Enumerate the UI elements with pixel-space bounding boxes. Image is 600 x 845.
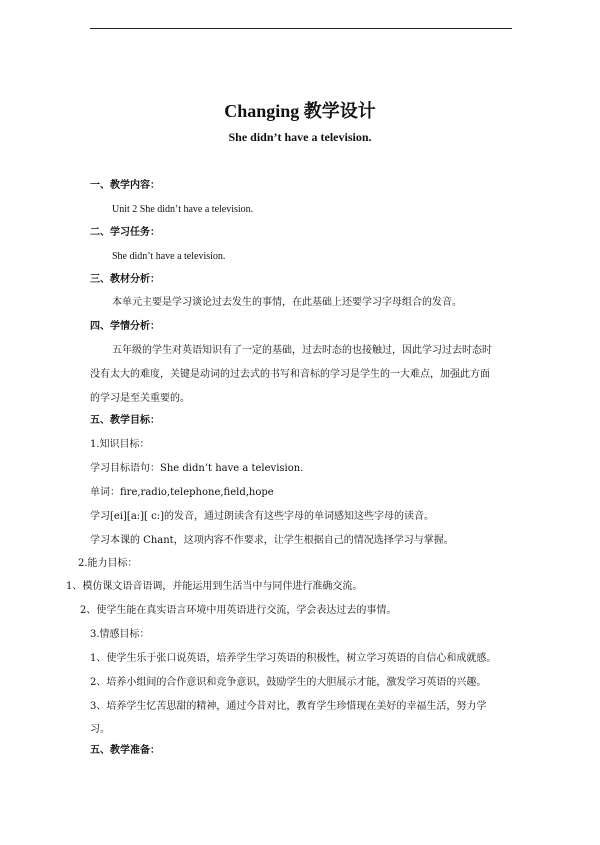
- knowledge-sentence: 学习目标语句：She didn’t have a television.: [90, 463, 304, 474]
- header-rule: [90, 28, 512, 29]
- content-text: Unit 2 She didn’t have a television.: [112, 204, 254, 215]
- ability-item-1: 1、模仿课文语音语调，并能运用到生活当中与同伴进行准确交流。: [66, 581, 363, 592]
- document-title: Changing 教学设计: [224, 101, 376, 121]
- ability-heading: 2.能力目标：: [78, 558, 138, 569]
- section-heading-task: 二、学习任务：: [90, 227, 160, 238]
- learner-text-line1: 五年级的学生对英语知识有了一定的基础，过去时态的也接触过，因此学习过去时态时: [112, 345, 492, 356]
- knowledge-words: 单词：fire,radio,telephone,field,hope: [90, 487, 274, 498]
- learner-text-line2: 没有太大的难度，关键是动词的过去式的书写和音标的学习是学生的一大难点，加强此方面: [90, 369, 490, 380]
- section-heading-analysis: 三、教材分析：: [90, 274, 160, 285]
- emotion-item-1: 1、使学生乐于张口说英语，培养学生学习英语的积极性，树立学习英语的自信心和成就感。: [90, 653, 497, 664]
- document-subtitle: She didn’t have a television.: [228, 130, 372, 144]
- emotion-item-3-line1: 3、培养学生忆苦思甜的精神，通过今昔对比，教育学生珍惜现在美好的幸福生活，努力学: [90, 701, 487, 712]
- knowledge-sounds: 学习[ei][a:][ c:]的发音，通过朗读含有这些字母的单词感知这些字母的读音。: [90, 511, 435, 522]
- task-text: She didn’t have a television.: [112, 251, 226, 262]
- analysis-text: 本单元主要是学习谈论过去发生的事情，在此基础上还要学习字母组合的发音。: [112, 297, 462, 308]
- knowledge-heading: 1.知识目标：: [90, 439, 150, 450]
- section-heading-prep: 五、教学准备：: [90, 745, 160, 756]
- knowledge-chant: 学习本课的 Chant，这项内容不作要求，让学生根据自己的情况选择学习与掌握。: [90, 535, 454, 546]
- emotion-item-2: 2、培养小组间的合作意识和竞争意识，鼓励学生的大胆展示才能，激发学习英语的兴趣。: [90, 677, 487, 688]
- section-heading-goals: 五、教学目标：: [90, 415, 160, 426]
- section-heading-learner: 四、学情分析：: [90, 321, 160, 332]
- ability-item-2: 2、使学生能在真实语言环境中用英语进行交流，学会表达过去的事情。: [80, 605, 397, 616]
- emotion-item-3-line2: 习。: [90, 724, 110, 735]
- learner-text-line3: 的学习是至关重要的。: [90, 393, 190, 404]
- section-heading-content: 一、教学内容：: [90, 180, 160, 191]
- emotion-heading: 3.情感目标：: [90, 629, 150, 640]
